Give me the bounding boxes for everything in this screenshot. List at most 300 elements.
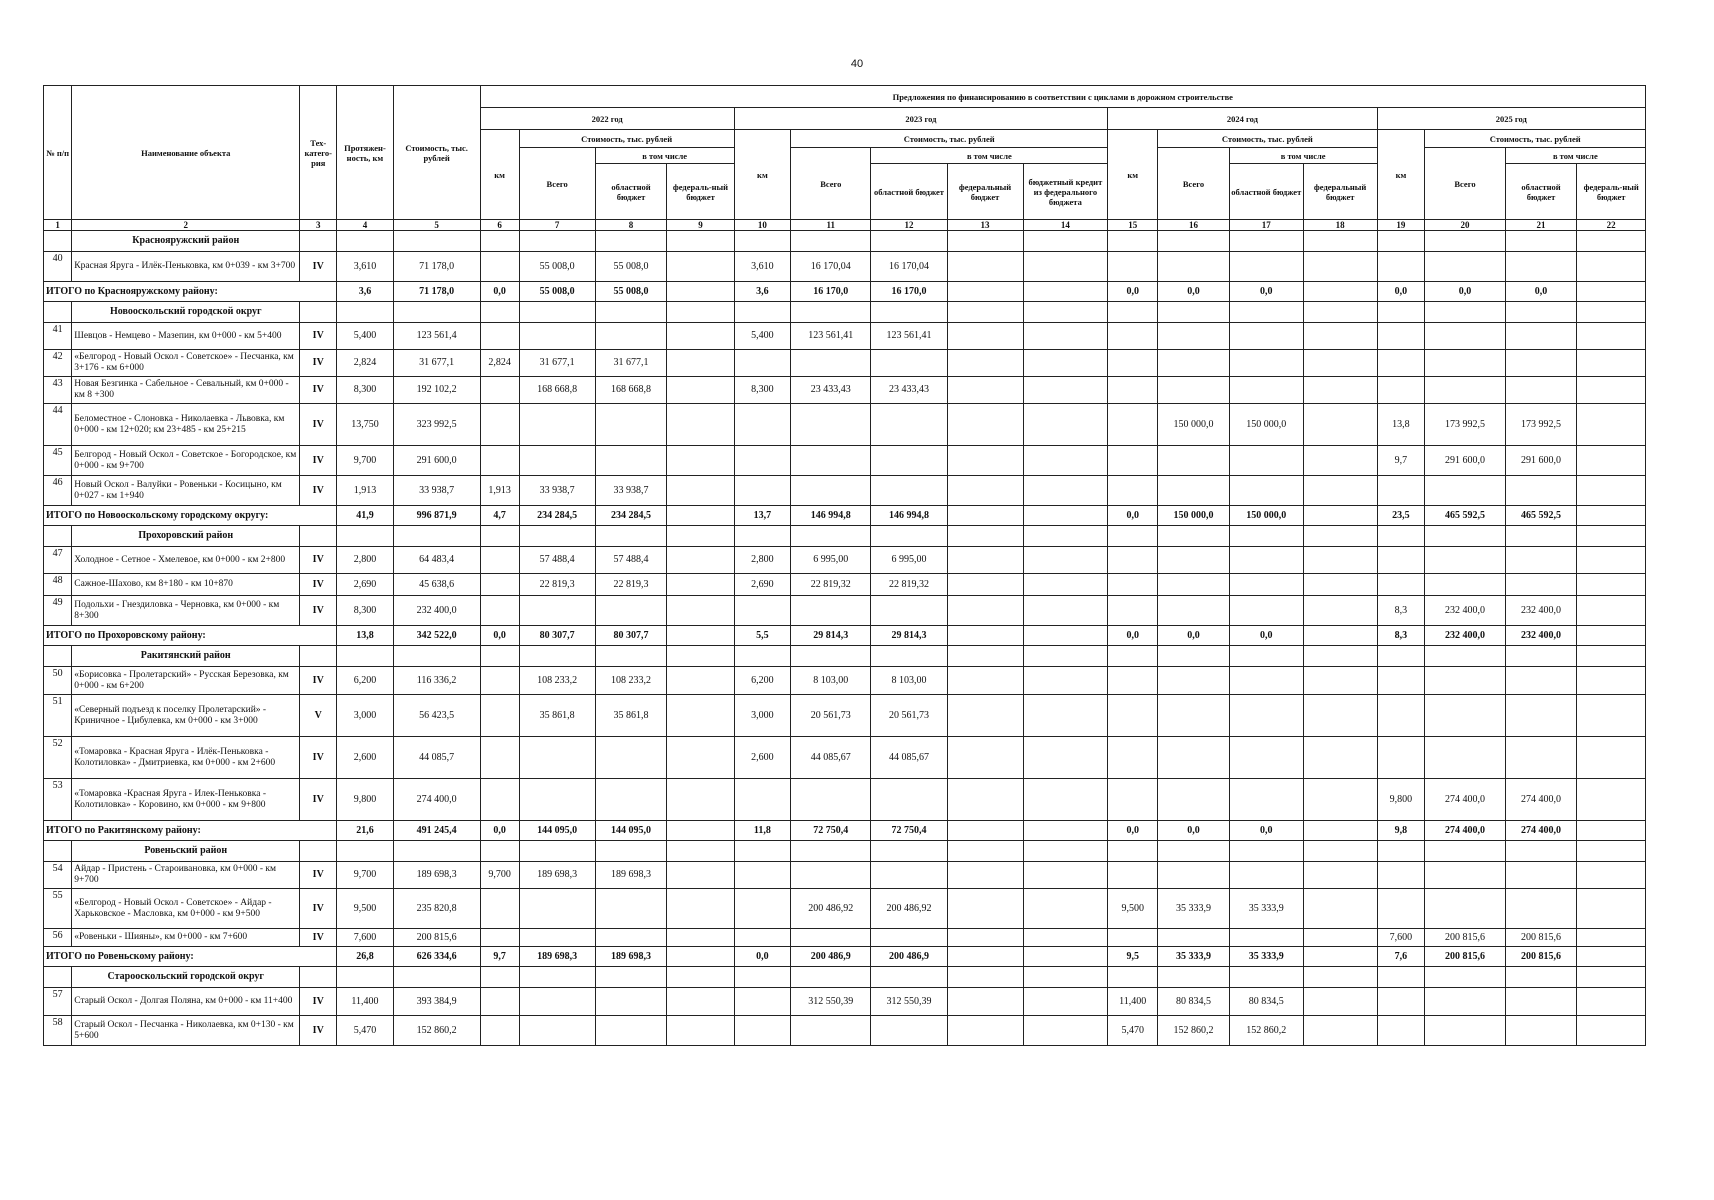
value-cell: 57 488,4 [519, 547, 595, 574]
value-cell: 274 400,0 [1425, 779, 1505, 821]
value-cell [1577, 889, 1646, 929]
value-cell: 200 486,92 [871, 889, 947, 929]
value-cell: 168 668,8 [519, 377, 595, 404]
table-row [44, 737, 1646, 779]
district-row [44, 646, 1646, 667]
value-cell: 123 561,41 [871, 323, 947, 350]
table-row [44, 667, 1646, 695]
value-cell [1303, 547, 1377, 574]
financing-table [43, 85, 1646, 1046]
value-cell: 35 861,8 [595, 695, 667, 737]
value-cell [667, 737, 734, 779]
value-cell [1577, 988, 1646, 1016]
value-cell [1023, 862, 1108, 889]
value-cell [1108, 737, 1158, 779]
column-number: 15 [1108, 220, 1158, 231]
value-cell: 189 698,3 [595, 862, 667, 889]
empty-cell [1303, 526, 1377, 547]
value-cell [1303, 350, 1377, 377]
total-cell: 0,0 [1229, 282, 1303, 302]
empty-cell [734, 967, 790, 988]
total-cell: 189 698,3 [595, 947, 667, 967]
empty-cell [871, 302, 947, 323]
value-cell [1023, 929, 1108, 947]
object-name: Беломестное - Слоновка - Николаевка - Львовка, км 0+000 - км 12+020; км 23+485 - км 25+215 [72, 404, 300, 446]
total-cell [947, 626, 1023, 646]
value-cell [667, 323, 734, 350]
value-cell [595, 929, 667, 947]
value-cell [1023, 404, 1108, 446]
total-label: ИТОГО по Краснояружскому району: [44, 282, 337, 302]
value-cell [1425, 988, 1505, 1016]
value-cell [1229, 446, 1303, 476]
row-number: 56 [44, 929, 72, 947]
value-cell [1303, 377, 1377, 404]
km-2022-header: км [480, 130, 519, 220]
value-cell [871, 1016, 947, 1046]
empty-cell [337, 526, 393, 547]
value-cell [947, 596, 1023, 626]
value-cell [947, 988, 1023, 1016]
total-cell: 0,0 [1158, 626, 1230, 646]
column-number: 1 [44, 220, 72, 231]
value-cell: 9,700 [337, 862, 393, 889]
total-cell: 11,8 [734, 821, 790, 841]
empty-cell [947, 646, 1023, 667]
column-number: 22 [1577, 220, 1646, 231]
value-cell: 9,500 [337, 889, 393, 929]
total-2023-header: Всего [791, 148, 871, 220]
total-cell [1303, 626, 1377, 646]
value-cell [1303, 476, 1377, 506]
empty-cell [871, 967, 947, 988]
value-cell [1158, 377, 1230, 404]
col-name-header: Наименование объекта [72, 86, 300, 220]
total-cell: 996 871,9 [393, 506, 480, 526]
value-cell: 3,000 [337, 695, 393, 737]
empty-cell [393, 526, 480, 547]
value-cell: 22 819,32 [791, 574, 871, 596]
value-cell [480, 377, 519, 404]
empty-cell [734, 231, 790, 252]
value-cell [1158, 252, 1230, 282]
value-cell [1577, 377, 1646, 404]
district-cell [44, 841, 72, 862]
value-cell: 173 992,5 [1425, 404, 1505, 446]
empty-cell [1377, 967, 1425, 988]
value-cell [1158, 446, 1230, 476]
value-cell [791, 862, 871, 889]
empty-cell [1425, 526, 1505, 547]
object-name: «Томаровка -Красная Яруга - Илек-Пеньковка - Колотиловка» - Коровино, км 0+000 - км 9+800 [72, 779, 300, 821]
value-cell [1505, 476, 1577, 506]
value-cell [1377, 988, 1425, 1016]
col-no-header: № п/п [44, 86, 72, 220]
empty-cell [734, 526, 790, 547]
value-cell: 291 600,0 [393, 446, 480, 476]
value-cell: 11,400 [337, 988, 393, 1016]
total-row [44, 282, 1646, 302]
value-cell [1158, 929, 1230, 947]
total-cell: 29 814,3 [871, 626, 947, 646]
value-cell [947, 323, 1023, 350]
total-label: ИТОГО по Ровеньскому району: [44, 947, 337, 967]
value-cell: 13,8 [1377, 404, 1425, 446]
value-cell: 2,690 [337, 574, 393, 596]
value-cell: 20 561,73 [871, 695, 947, 737]
value-cell [480, 547, 519, 574]
value-cell [667, 862, 734, 889]
incl-2023-header: в том числе [871, 148, 1108, 164]
column-numbers-row [44, 220, 1646, 231]
category: IV [300, 377, 337, 404]
value-cell: 2,800 [734, 547, 790, 574]
total-cell: 21,6 [337, 821, 393, 841]
column-number: 8 [595, 220, 667, 231]
total-cell: 144 095,0 [595, 821, 667, 841]
value-cell [1023, 779, 1108, 821]
total-cell: 13,7 [734, 506, 790, 526]
value-cell [519, 1016, 595, 1046]
value-cell [480, 737, 519, 779]
value-cell: 2,824 [337, 350, 393, 377]
total-row [44, 821, 1646, 841]
value-cell [871, 350, 947, 377]
table-row [44, 988, 1646, 1016]
object-name: «Ровеньки - Шияны», км 0+000 - км 7+600 [72, 929, 300, 947]
value-cell [1505, 695, 1577, 737]
object-name: Белгород - Новый Оскол - Советское - Богородское, км 0+000 - км 9+700 [72, 446, 300, 476]
empty-cell [1108, 231, 1158, 252]
total-cell [667, 282, 734, 302]
value-cell [791, 350, 871, 377]
value-cell [871, 596, 947, 626]
column-number: 5 [393, 220, 480, 231]
value-cell: 235 820,8 [393, 889, 480, 929]
total-cell: 16 170,0 [791, 282, 871, 302]
empty-cell [519, 646, 595, 667]
value-cell: 13,750 [337, 404, 393, 446]
empty-cell [1023, 302, 1108, 323]
value-cell [734, 350, 790, 377]
total-cell [667, 506, 734, 526]
empty-cell [791, 967, 871, 988]
empty-cell [1377, 646, 1425, 667]
empty-cell [1229, 841, 1303, 862]
value-cell [1158, 574, 1230, 596]
value-cell: 16 170,04 [871, 252, 947, 282]
value-cell [1229, 323, 1303, 350]
total-cell: 35 333,9 [1229, 947, 1303, 967]
value-cell: 11,400 [1108, 988, 1158, 1016]
value-cell [1158, 862, 1230, 889]
value-cell [1505, 889, 1577, 929]
value-cell: 55 008,0 [519, 252, 595, 282]
category: IV [300, 574, 337, 596]
value-cell [595, 596, 667, 626]
value-cell: 44 085,67 [871, 737, 947, 779]
empty-cell [1505, 967, 1577, 988]
object-name: «Белгород - Новый Оскол - Советское» - Айдар - Харьковское - Масловка, км 0+000 - км 9+500 [72, 889, 300, 929]
value-cell [1425, 1016, 1505, 1046]
value-cell: 22 819,3 [595, 574, 667, 596]
value-cell: 9,7 [1377, 446, 1425, 476]
value-cell: 80 834,5 [1158, 988, 1230, 1016]
total-cell: 72 750,4 [871, 821, 947, 841]
total-cell: 200 486,9 [791, 947, 871, 967]
value-cell [1377, 667, 1425, 695]
object-name: Новая Безгинка - Сабельное - Севальный, км 0+000 - км 8 +300 [72, 377, 300, 404]
total-row [44, 626, 1646, 646]
empty-cell [393, 302, 480, 323]
column-number: 13 [947, 220, 1023, 231]
value-cell [1303, 889, 1377, 929]
empty-cell [947, 841, 1023, 862]
total-cell: 7,6 [1377, 947, 1425, 967]
value-cell: 35 861,8 [519, 695, 595, 737]
category: IV [300, 889, 337, 929]
value-cell [1425, 574, 1505, 596]
value-cell [1303, 404, 1377, 446]
total-cell: 0,0 [1505, 282, 1577, 302]
value-cell [1229, 574, 1303, 596]
empty-cell [1023, 526, 1108, 547]
empty-cell [1505, 231, 1577, 252]
value-cell [1023, 737, 1108, 779]
empty-cell [1377, 302, 1425, 323]
empty-cell [667, 841, 734, 862]
empty-cell [480, 302, 519, 323]
category: IV [300, 737, 337, 779]
total-cell [1577, 626, 1646, 646]
federal-2025-header: федераль-ный бюджет [1577, 164, 1646, 220]
value-cell [595, 779, 667, 821]
district-cell [44, 231, 72, 252]
value-cell [1108, 404, 1158, 446]
empty-cell [1023, 967, 1108, 988]
empty-cell [1158, 841, 1230, 862]
total-cell: 0,0 [734, 947, 790, 967]
category: IV [300, 252, 337, 282]
value-cell [480, 695, 519, 737]
value-cell [1303, 574, 1377, 596]
value-cell [1577, 574, 1646, 596]
value-cell: 2,690 [734, 574, 790, 596]
value-cell: 312 550,39 [871, 988, 947, 1016]
empty-cell [1425, 231, 1505, 252]
category: IV [300, 547, 337, 574]
value-cell: 291 600,0 [1425, 446, 1505, 476]
empty-cell [1303, 967, 1377, 988]
value-cell [1023, 988, 1108, 1016]
value-cell [1023, 596, 1108, 626]
value-cell [734, 988, 790, 1016]
category: IV [300, 862, 337, 889]
value-cell [791, 779, 871, 821]
value-cell: 189 698,3 [519, 862, 595, 889]
total-cell: 200 486,9 [871, 947, 947, 967]
total-cell: 4,7 [480, 506, 519, 526]
empty-cell [734, 841, 790, 862]
empty-cell [1023, 646, 1108, 667]
value-cell: 200 486,92 [791, 889, 871, 929]
empty-cell [1108, 646, 1158, 667]
total-cell [1023, 282, 1108, 302]
value-cell [667, 779, 734, 821]
total-cell: 26,8 [337, 947, 393, 967]
empty-cell [871, 841, 947, 862]
regional-2022-header: областной бюджет [595, 164, 667, 220]
value-cell [734, 446, 790, 476]
total-cell: 0,0 [480, 626, 519, 646]
total-cell: 0,0 [1108, 626, 1158, 646]
empty-cell [393, 967, 480, 988]
empty-cell [871, 231, 947, 252]
value-cell: 80 834,5 [1229, 988, 1303, 1016]
value-cell: 232 400,0 [393, 596, 480, 626]
total-cell: 8,3 [1377, 626, 1425, 646]
value-cell: 3,000 [734, 695, 790, 737]
value-cell [791, 1016, 871, 1046]
empty-cell [1505, 302, 1577, 323]
value-cell: 55 008,0 [595, 252, 667, 282]
value-cell [1108, 574, 1158, 596]
value-cell [1577, 596, 1646, 626]
total-cell: 626 334,6 [393, 947, 480, 967]
value-cell [1023, 889, 1108, 929]
category: IV [300, 1016, 337, 1046]
column-number: 21 [1505, 220, 1577, 231]
value-cell [595, 404, 667, 446]
row-number: 51 [44, 695, 72, 737]
value-cell: 5,400 [337, 323, 393, 350]
value-cell [947, 404, 1023, 446]
value-cell: 152 860,2 [1158, 1016, 1230, 1046]
empty-cell [947, 302, 1023, 323]
district-name: Старооскольский городской округ [72, 967, 300, 988]
district-row [44, 231, 1646, 252]
value-cell [667, 547, 734, 574]
value-cell [1023, 323, 1108, 350]
value-cell: 6,200 [734, 667, 790, 695]
total-cell: 0,0 [1108, 821, 1158, 841]
district-row [44, 526, 1646, 547]
value-cell: 23 433,43 [871, 377, 947, 404]
value-cell [1229, 737, 1303, 779]
value-cell: 7,600 [1377, 929, 1425, 947]
value-cell [667, 929, 734, 947]
total-cell: 0,0 [1229, 821, 1303, 841]
value-cell [1505, 377, 1577, 404]
value-cell [595, 889, 667, 929]
value-cell [791, 929, 871, 947]
value-cell: 168 668,8 [595, 377, 667, 404]
empty-cell [947, 526, 1023, 547]
value-cell [1577, 737, 1646, 779]
total-cell: 29 814,3 [791, 626, 871, 646]
total-cell: 146 994,8 [871, 506, 947, 526]
value-cell [1505, 350, 1577, 377]
regional-2024-header: областной бюджет [1229, 164, 1303, 220]
total-cell [1023, 626, 1108, 646]
empty-cell [1505, 526, 1577, 547]
value-cell: 44 085,67 [791, 737, 871, 779]
total-cell [947, 282, 1023, 302]
value-cell [1023, 574, 1108, 596]
cost-2022-header: Стоимость, тыс. рублей [519, 130, 734, 148]
value-cell [1023, 350, 1108, 377]
empty-cell [337, 302, 393, 323]
empty-cell [1229, 967, 1303, 988]
object-name: Новый Оскол - Валуйки - Ровеньки - Косицыно, км 0+027 - км 1+940 [72, 476, 300, 506]
value-cell [1425, 252, 1505, 282]
cost-2024-header: Стоимость, тыс. рублей [1158, 130, 1377, 148]
total-cell: 0,0 [1158, 821, 1230, 841]
value-cell [1108, 929, 1158, 947]
value-cell [947, 862, 1023, 889]
row-number: 57 [44, 988, 72, 1016]
value-cell [1425, 695, 1505, 737]
value-cell [1303, 596, 1377, 626]
empty-cell [1303, 841, 1377, 862]
col-category-header: Тех-катего-рия [300, 86, 337, 220]
value-cell [1377, 695, 1425, 737]
table-row [44, 889, 1646, 929]
value-cell [595, 446, 667, 476]
district-name: Ровеньский район [72, 841, 300, 862]
empty-cell [480, 967, 519, 988]
value-cell [1377, 574, 1425, 596]
total-cell: 41,9 [337, 506, 393, 526]
empty-cell [393, 841, 480, 862]
empty-cell [1303, 231, 1377, 252]
total-cell: 9,7 [480, 947, 519, 967]
value-cell: 2,600 [337, 737, 393, 779]
empty-cell [667, 231, 734, 252]
value-cell [519, 737, 595, 779]
category: IV [300, 667, 337, 695]
total-2022-header: Всего [519, 148, 595, 220]
total-cell: 9,5 [1108, 947, 1158, 967]
empty-cell [1229, 646, 1303, 667]
value-cell: 3,610 [337, 252, 393, 282]
value-cell [947, 667, 1023, 695]
credit-2023-header: бюджетный кредит из федерального бюджета [1023, 164, 1108, 220]
value-cell: 7,600 [337, 929, 393, 947]
column-number: 20 [1425, 220, 1505, 231]
value-cell [480, 404, 519, 446]
empty-cell [1505, 646, 1577, 667]
value-cell [667, 1016, 734, 1046]
value-cell [947, 695, 1023, 737]
value-cell [734, 1016, 790, 1046]
value-cell [1425, 889, 1505, 929]
value-cell [791, 446, 871, 476]
value-cell [947, 377, 1023, 404]
value-cell: 31 677,1 [393, 350, 480, 377]
value-cell [1108, 323, 1158, 350]
value-cell: 22 819,3 [519, 574, 595, 596]
column-number: 18 [1303, 220, 1377, 231]
total-cell: 3,6 [337, 282, 393, 302]
value-cell [1229, 929, 1303, 947]
value-cell [667, 889, 734, 929]
value-cell [1229, 862, 1303, 889]
value-cell: 6,200 [337, 667, 393, 695]
total-cell [1023, 821, 1108, 841]
federal-2024-header: федеральный бюджет [1303, 164, 1377, 220]
value-cell [1577, 779, 1646, 821]
